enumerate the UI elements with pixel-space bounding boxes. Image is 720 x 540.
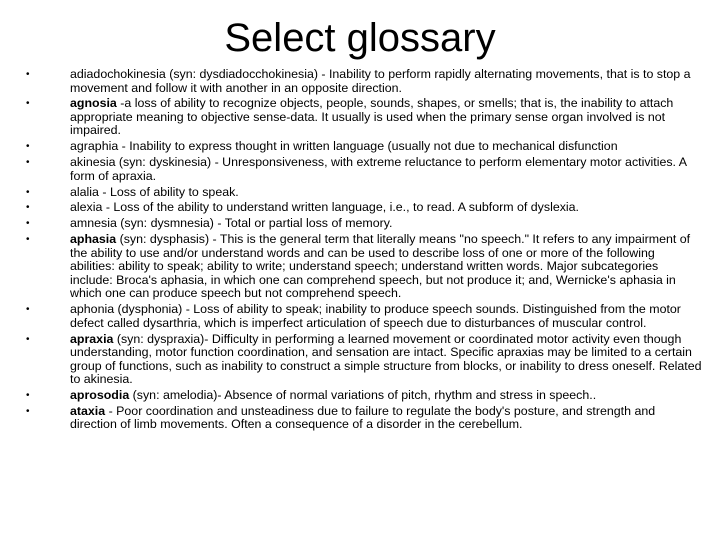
bullet-icon: •: [26, 389, 30, 401]
bullet-icon: •: [26, 218, 30, 230]
bullet-icon: •: [26, 69, 30, 80]
glossary-definition: amnesia (syn: dysmnesia) - Total or partial loss of memory.: [70, 216, 393, 231]
bullet-icon: •: [26, 98, 30, 110]
glossary-definition: akinesia (syn: dyskinesia) - Unresponsiveness, with extreme reluctance to perform elementary motor activities. A form of apraxia.: [70, 155, 687, 183]
glossary-term: ataxia: [70, 403, 106, 418]
glossary-definition: adiadochokinesia (syn: dysdiadocchokinesia) - Inability to perform rapidly alternating movements, that is to stop a movement and follow it with another in an opposite direction.: [70, 67, 691, 95]
glossary-term: apraxia: [70, 331, 114, 346]
glossary-entry: [26, 217, 702, 231]
glossary-definition: (syn: amelodia)- Absence of normal variations of pitch, rhythm and stress in speech..: [129, 387, 597, 402]
glossary-entry: [26, 233, 702, 301]
glossary-entry: [26, 201, 702, 215]
glossary-entry: [26, 156, 702, 183]
glossary-definition: alalia - Loss of ability to speak.: [70, 184, 239, 199]
bullet-icon: •: [26, 333, 30, 345]
glossary-definition: -a loss of ability to recognize objects, people, sounds, shapes, or smells; that is, the inability to attach appropriate meaning to objective sense-data. It usually is used when the primary sense organ involved is not impaired.: [70, 96, 674, 138]
glossary-entry: [26, 186, 702, 200]
glossary-entry: [26, 303, 702, 330]
glossary-entry: [26, 389, 702, 403]
glossary-entry: [26, 140, 702, 154]
glossary-definition: aphonia (dysphonia) - Loss of ability to speak; inability to produce speech sounds. Distinguished from the motor defect called dysarthria, which is imperfect articulation of speech due to disturbances of muscular control.: [70, 302, 681, 330]
page-title: Select glossary: [224, 16, 496, 60]
glossary-entry: [26, 333, 702, 387]
glossary-definition: - Poor coordination and unsteadiness due to failure to regulate the body's posture, and strength and direction of limb movements. Often a consequence of a disorder in the cerebellum.: [70, 403, 656, 432]
glossary-term: aphasia: [70, 232, 117, 247]
glossary-definition: alexia - Loss of the ability to understand written language, i.e., to read. A subform of dyslexia.: [70, 200, 579, 215]
bullet-icon: •: [26, 157, 30, 169]
glossary-definition: (syn: dyspraxia)- Difficulty in performing a learned movement or coordinated motor activity even though understanding, motor function coordination, and sensation are intact. Specific apraxias may be limited to a certain group of functions, such as inability to construct a simple structure from blocks, or inability to dress oneself. Related to akinesia.: [70, 331, 702, 387]
bullet-icon: •: [26, 186, 30, 198]
glossary-term: agnosia: [70, 96, 117, 111]
bullet-icon: •: [26, 405, 30, 417]
glossary-definition: (syn: dysphasis) - This is the general term that literally means "no speech." It refers to any impairment of the ability to use and/or understand words and can be used to describe loss of one or more of the following abilities: ability to speak; ability to write; understand speech; understand written words. Major subcategories include: Broca's aphasia, in which one can comprehend speech, but not produce it; and, Wernicke's aphasia in which one can produce speech but not comprehend speech.: [70, 232, 691, 301]
glossary-term: aprosodia: [70, 387, 130, 402]
glossary-entry: [26, 68, 702, 95]
bullet-icon: •: [26, 304, 30, 316]
glossary-list: [26, 68, 702, 434]
glossary-definition: agraphia - Inability to express thought in written language (usually not due to mechanical disfunction: [70, 139, 618, 154]
bullet-icon: •: [26, 141, 30, 153]
glossary-entry: [26, 97, 702, 138]
bullet-icon: •: [26, 234, 30, 246]
bullet-icon: •: [26, 202, 30, 214]
glossary-entry: [26, 405, 702, 432]
